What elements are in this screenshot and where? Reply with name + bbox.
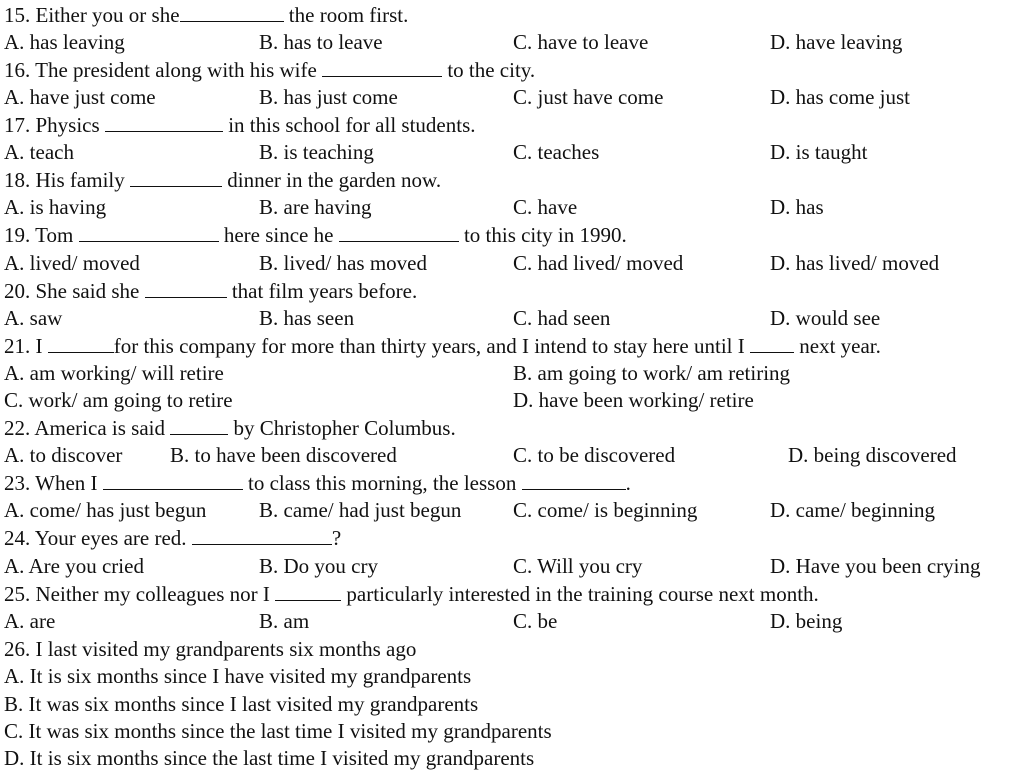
- option-c: C. had lived/ moved: [513, 251, 684, 275]
- question-text: ?: [331, 526, 342, 550]
- question-text: for this company for more than thirty years, and I intend to stay here until I: [113, 334, 745, 358]
- option-d: D. being: [770, 609, 843, 633]
- question-number: 25.: [4, 582, 31, 606]
- question-number: 15.: [4, 3, 31, 27]
- option-b: B. lived/ has moved: [259, 251, 427, 275]
- question-21: [4, 333, 881, 360]
- option-d: D. has: [770, 195, 824, 219]
- option-b: B. am going to work/ am retiring: [513, 361, 791, 385]
- question-17: [4, 112, 476, 139]
- option-a: A. teach: [4, 140, 74, 164]
- question-20: [4, 278, 417, 305]
- question-text: Neither my colleagues nor I: [35, 582, 270, 606]
- answer-blank: [192, 526, 332, 545]
- question-23: [4, 470, 631, 497]
- option-c: C. It was six months since the last time I visited my grandparents: [4, 719, 552, 743]
- question-24: [4, 525, 341, 552]
- question-text: Your eyes are red.: [34, 526, 187, 550]
- question-text: by Christopher Columbus.: [233, 416, 456, 440]
- option-a: A. lived/ moved: [4, 251, 140, 275]
- option-c: C. come/ is beginning: [513, 498, 698, 522]
- option-d: D. has lived/ moved: [770, 251, 940, 275]
- option-b: B. has seen: [259, 306, 355, 330]
- option-a: A. come/ has just begun: [4, 498, 207, 522]
- option-b: B. is teaching: [259, 140, 374, 164]
- question-text: When I: [35, 471, 98, 495]
- question-25: [4, 581, 819, 608]
- option-a: A. are: [4, 609, 56, 633]
- question-18: [4, 167, 441, 194]
- option-c: C. just have come: [513, 85, 664, 109]
- option-a: A. is having: [4, 195, 107, 219]
- answer-blank: [170, 416, 228, 435]
- answer-blank: [339, 223, 459, 242]
- question-number: 23.: [4, 471, 31, 495]
- answer-blank: [145, 279, 227, 298]
- answer-blank: [79, 223, 219, 242]
- option-b: B. came/ had just begun: [259, 498, 462, 522]
- question-text: that film years before.: [231, 279, 418, 303]
- answer-blank: [750, 334, 794, 353]
- option-a: A. am working/ will retire: [4, 361, 224, 385]
- option-c: C. had seen: [513, 306, 611, 330]
- option-c: C. have to leave: [513, 30, 649, 54]
- option-c: C. have: [513, 195, 578, 219]
- answer-blank: [105, 113, 223, 132]
- option-b: B. to have been discovered: [170, 443, 397, 467]
- question-22: [4, 415, 456, 442]
- question-text: in this school for all students.: [228, 113, 476, 137]
- question-15: [4, 2, 408, 29]
- answer-blank: [130, 168, 222, 187]
- question-number: 17.: [4, 113, 31, 137]
- question-number: 24.: [4, 526, 31, 550]
- option-a: A. have just come: [4, 85, 156, 109]
- question-number: 16.: [4, 58, 31, 82]
- answer-blank: [180, 3, 284, 22]
- option-a: A. saw: [4, 306, 63, 330]
- question-number: 21.: [4, 334, 31, 358]
- option-c: C. teaches: [513, 140, 600, 164]
- question-number: 26.: [4, 637, 31, 661]
- option-a: A. Are you cried: [4, 554, 144, 578]
- question-text: Tom: [35, 223, 74, 247]
- option-d: D. It is six months since the last time I visited my grandparents: [4, 746, 535, 770]
- question-26: [4, 636, 416, 663]
- option-b: B. Do you cry: [259, 554, 378, 578]
- question-text: to the city.: [447, 58, 536, 82]
- answer-blank: [522, 471, 626, 490]
- question-text: America is said: [34, 416, 165, 440]
- question-text: dinner in the garden now.: [227, 168, 442, 192]
- option-d: D. is taught: [770, 140, 868, 164]
- question-number: 18.: [4, 168, 31, 192]
- option-b: B. has to leave: [259, 30, 383, 54]
- question-text: His family: [35, 168, 125, 192]
- option-d: D. have leaving: [770, 30, 903, 54]
- question-text: here since he: [223, 223, 334, 247]
- question-number: 22.: [4, 416, 31, 440]
- answer-blank: [275, 582, 341, 601]
- question-16: [4, 57, 535, 84]
- option-b: B. are having: [259, 195, 372, 219]
- question-text: Physics: [35, 113, 100, 137]
- option-a: A. It is six months since I have visited my grandparents: [4, 664, 472, 688]
- option-c: C. Will you cry: [513, 554, 643, 578]
- question-text: I last visited my grandparents six months ago: [35, 637, 417, 661]
- question-text: The president along with his wife: [35, 58, 317, 82]
- question-number: 20.: [4, 279, 31, 303]
- question-text: particularly interested in the training course next month.: [346, 582, 819, 606]
- option-d: D. being discovered: [788, 443, 957, 467]
- option-b: B. has just come: [259, 85, 398, 109]
- option-c: C. be: [513, 609, 558, 633]
- question-text: to class this morning, the lesson: [248, 471, 517, 495]
- option-a: A. has leaving: [4, 30, 125, 54]
- option-d: D. came/ beginning: [770, 498, 936, 522]
- option-a: A. to discover: [4, 443, 123, 467]
- option-d: D. would see: [770, 306, 881, 330]
- question-text: next year.: [799, 334, 881, 358]
- answer-blank: [48, 334, 114, 353]
- option-c: C. work/ am going to retire: [4, 388, 233, 412]
- option-d: D. Have you been crying: [770, 554, 981, 578]
- option-b: B. It was six months since I last visited my grandparents: [4, 692, 479, 716]
- answer-blank: [103, 471, 243, 490]
- option-c: C. to be discovered: [513, 443, 676, 467]
- question-text: to this city in 1990.: [463, 223, 627, 247]
- question-number: 19.: [4, 223, 31, 247]
- option-b: B. am: [259, 609, 310, 633]
- option-d: D. has come just: [770, 85, 910, 109]
- question-text: I: [35, 334, 43, 358]
- answer-blank: [322, 58, 442, 77]
- option-d: D. have been working/ retire: [513, 388, 754, 412]
- question-text: She said she: [35, 279, 140, 303]
- question-19: [4, 222, 627, 249]
- question-text: .: [625, 471, 631, 495]
- question-text: Either you or she: [35, 3, 180, 27]
- question-text: the room first.: [288, 3, 409, 27]
